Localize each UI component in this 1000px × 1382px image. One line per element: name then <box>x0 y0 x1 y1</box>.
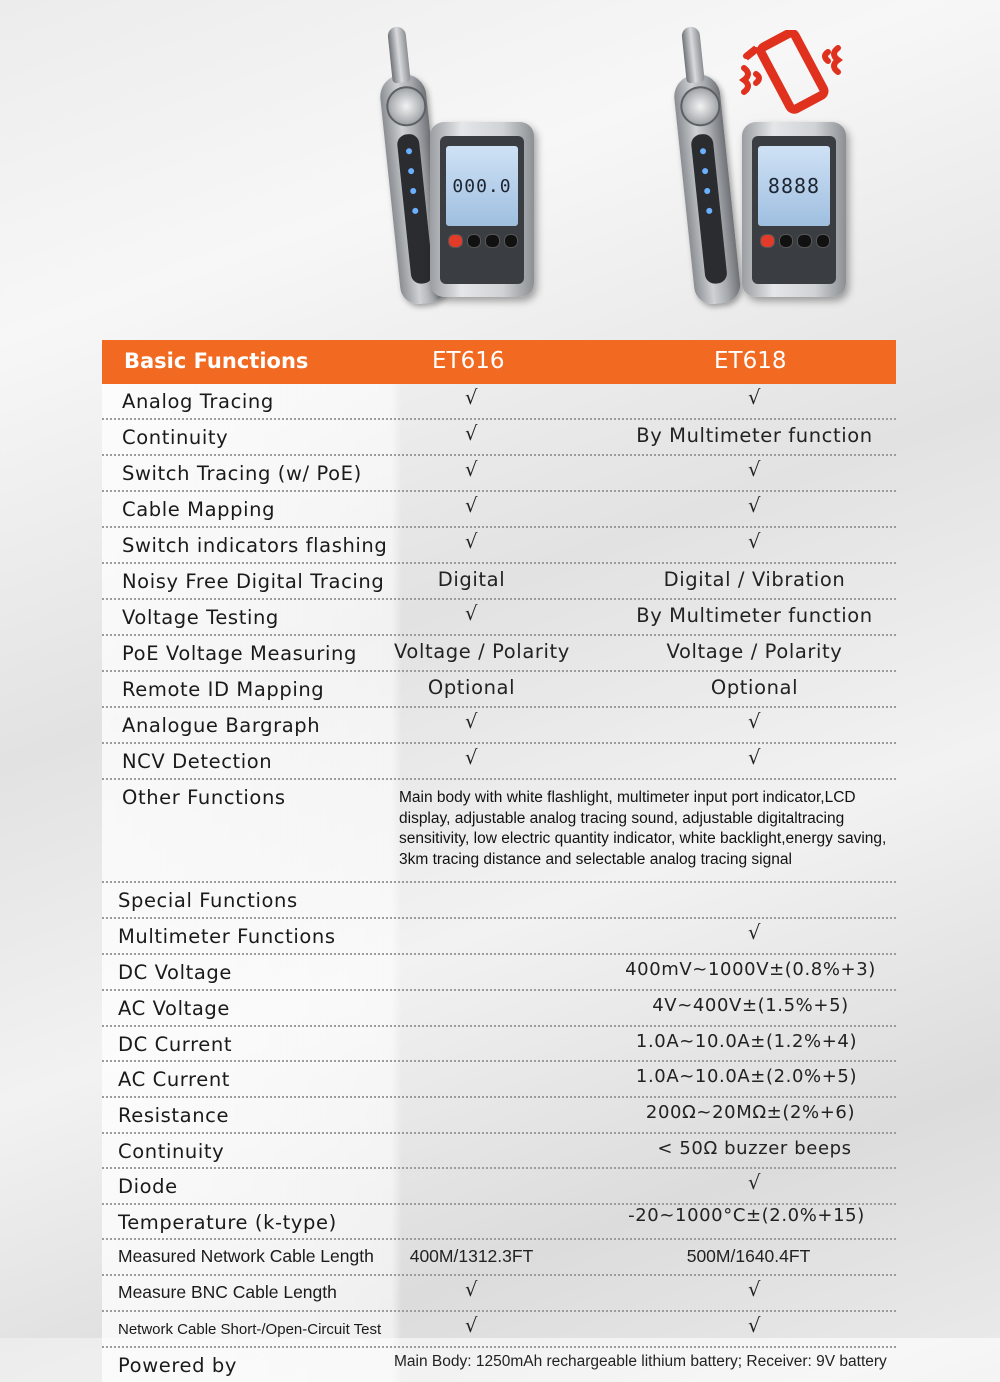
et616-cell: √ <box>464 1278 479 1301</box>
et618-cell: √ <box>747 530 762 553</box>
powered-by-label: Powered by <box>118 1354 238 1377</box>
et618-receiver-probe <box>672 72 742 306</box>
table-row <box>102 564 896 600</box>
et618-cell: 1.0A~10.0A±(2.0%+5) <box>635 1066 858 1087</box>
et616-cell: √ <box>464 530 479 553</box>
table-row <box>102 1205 896 1240</box>
et618-cell: √ <box>747 1314 762 1337</box>
et618-cell: Optional <box>710 676 799 699</box>
row-label: Switch Tracing (w/ PoE) <box>122 462 362 485</box>
row-label: Temperature (k-type) <box>118 1211 337 1234</box>
et618-main-unit <box>742 122 846 297</box>
row-label: Analog Tracing <box>122 390 274 413</box>
other-functions-row <box>102 780 896 883</box>
table-row <box>102 1240 896 1276</box>
table-row <box>102 1169 896 1205</box>
table-row <box>102 384 896 420</box>
vibration-icon <box>738 30 848 114</box>
row-label: DC Current <box>118 1033 233 1056</box>
et616-cell: √ <box>464 1314 479 1337</box>
row-label: Resistance <box>118 1104 230 1127</box>
table-row <box>102 420 896 456</box>
row-label: PoE Voltage Measuring <box>122 642 357 665</box>
row-label: Measure BNC Cable Length <box>118 1282 337 1302</box>
table-row <box>102 744 896 780</box>
et618-cell: √ <box>747 746 762 769</box>
row-label: Continuity <box>122 426 229 449</box>
product-images <box>0 0 1000 340</box>
et616-cell: Digital <box>437 568 506 591</box>
et618-cell: √ <box>747 1171 762 1194</box>
et616-lcd-display: 000.0 <box>446 146 518 226</box>
row-label: Network Cable Short-/Open-Circuit Test <box>118 1321 382 1338</box>
et616-cell: √ <box>464 494 479 517</box>
et618-cell: 200Ω~20MΩ±(2%+6) <box>645 1102 856 1123</box>
basic-functions-rows <box>102 384 896 780</box>
table-row <box>102 991 896 1027</box>
et616-cell: √ <box>464 422 479 445</box>
et618-lcd-display: 8888 <box>758 146 830 226</box>
table-row <box>102 708 896 744</box>
table-row <box>102 672 896 708</box>
et616-cell: √ <box>464 746 479 769</box>
et618-cell: Digital / Vibration <box>663 568 846 591</box>
table-row <box>102 1312 896 1348</box>
row-label: Multimeter Functions <box>118 925 336 948</box>
et616-cell: Voltage / Polarity <box>394 640 570 663</box>
et618-cell: < 50Ω buzzer beeps <box>657 1138 852 1159</box>
table-row <box>102 1098 896 1134</box>
comparison-table <box>102 340 896 1382</box>
row-label: Voltage Testing <box>122 606 279 629</box>
other-functions-label: Other Functions <box>122 786 286 809</box>
row-label: Analogue Bargraph <box>122 714 321 737</box>
row-label: AC Current <box>118 1068 231 1091</box>
table-row <box>102 1134 896 1169</box>
et616-cell: √ <box>464 602 479 625</box>
row-label: Measured Network Cable Length <box>118 1246 374 1266</box>
table-row <box>102 1062 896 1098</box>
row-label: Cable Mapping <box>122 498 276 521</box>
table-row <box>102 636 896 672</box>
row-label: Noisy Free Digital Tracing <box>122 570 385 593</box>
et618-cell: -20~1000°C±(2.0%+15) <box>628 1205 865 1226</box>
table-row <box>102 492 896 528</box>
et618-cell: 1.0A~10.0A±(1.2%+4) <box>635 1031 858 1052</box>
row-label: Switch indicators flashing <box>122 534 388 557</box>
header-et616: ET616 <box>432 348 505 374</box>
table-header <box>102 340 896 384</box>
et618-cell: √ <box>747 1278 762 1301</box>
other-functions-text: Main body with white flashlight, multimeter input port indicator,LCD display, adjustable analog tracing sound, adjustable digitaltracing sensitivity, low electric quantity indicator, white backlight,energy saving, 3km tracing distance and selectable analog tracing signal <box>399 789 887 868</box>
table-row <box>102 919 896 955</box>
table-row <box>102 1276 896 1312</box>
et616-cell: √ <box>464 386 479 409</box>
row-label: NCV Detection <box>122 750 273 773</box>
et618-cell: By Multimeter function <box>636 424 873 447</box>
et616-main-unit <box>430 122 534 297</box>
et616-cell: 400M/1312.3FT <box>409 1246 534 1266</box>
special-functions-rows <box>102 883 896 1348</box>
table-row <box>102 528 896 564</box>
et616-cell: √ <box>464 710 479 733</box>
table-row <box>102 456 896 492</box>
table-row <box>102 883 896 919</box>
et616-product <box>380 60 550 310</box>
powered-by-row <box>102 1348 896 1382</box>
et616-cell: √ <box>464 458 479 481</box>
row-label: Special Functions <box>118 889 298 912</box>
table-row <box>102 600 896 636</box>
header-et618: ET618 <box>714 348 787 374</box>
row-label: Diode <box>118 1175 178 1198</box>
et618-cell: 400mV~1000V±(0.8%+3) <box>625 959 876 980</box>
et618-cell: √ <box>747 710 762 733</box>
row-label: DC Voltage <box>118 961 232 984</box>
et618-cell: √ <box>747 386 762 409</box>
table-row <box>102 955 896 991</box>
row-label: Continuity <box>118 1140 225 1163</box>
powered-by-text: Main Body: 1250mAh rechargeable lithium battery; Receiver: 9V battery <box>394 1353 887 1370</box>
et618-cell: √ <box>747 458 762 481</box>
header-basic-functions: Basic Functions <box>124 349 309 373</box>
et618-cell: By Multimeter function <box>636 604 873 627</box>
et618-cell: 4V~400V±(1.5%+5) <box>652 995 849 1016</box>
et618-cell: 500M/1640.4FT <box>686 1246 811 1266</box>
et618-cell: √ <box>747 921 762 944</box>
et618-cell: Voltage / Polarity <box>666 640 843 663</box>
row-label: AC Voltage <box>118 997 230 1020</box>
table-row <box>102 1027 896 1062</box>
et618-cell: √ <box>747 494 762 517</box>
row-label: Remote ID Mapping <box>122 678 325 701</box>
et616-cell: Optional <box>427 676 516 699</box>
